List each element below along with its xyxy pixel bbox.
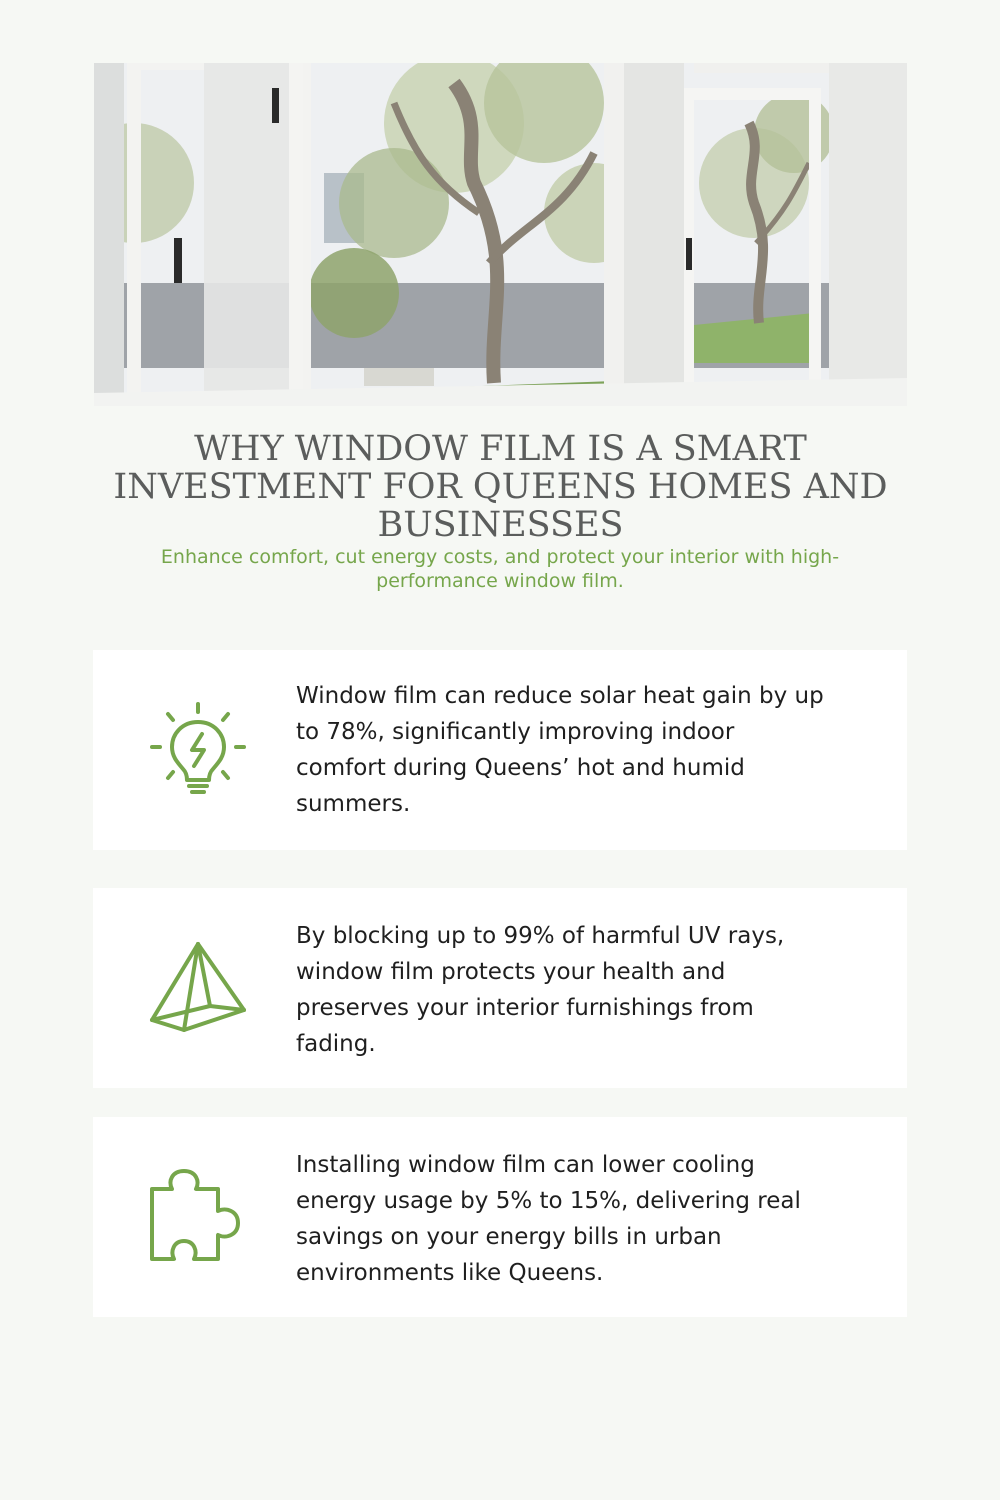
puzzle-piece-icon	[148, 1167, 248, 1267]
pyramid-icon	[148, 938, 248, 1038]
page-subtitle: Enhance comfort, cut energy costs, and protect your interior with high-performance window film.	[160, 546, 840, 592]
lightbulb-energy-icon	[148, 700, 248, 800]
benefit-card-savings	[93, 1117, 907, 1317]
benefit-card-heat	[93, 650, 907, 850]
benefit-text-uv: By blocking up to 99% of harmful UV rays, window film protects your health and preserves your interior furnishings from fading.	[296, 923, 785, 1057]
hero-window-photo	[94, 63, 907, 406]
benefit-card-uv	[93, 888, 907, 1088]
benefit-text-savings: Installing window film can lower cooling energy usage by 5% to 15%, delivering real savings on your energy bills in urban environments like Queens.	[296, 1152, 801, 1286]
benefit-text-heat: Window film can reduce solar heat gain by up to 78%, significantly improving indoor comfort during Queens’ hot and humid summers.	[296, 683, 824, 817]
page-title: WHY WINDOW FILM IS A SMART INVESTMENT FOR QUEENS HOMES AND BUSINESSES	[113, 429, 888, 545]
